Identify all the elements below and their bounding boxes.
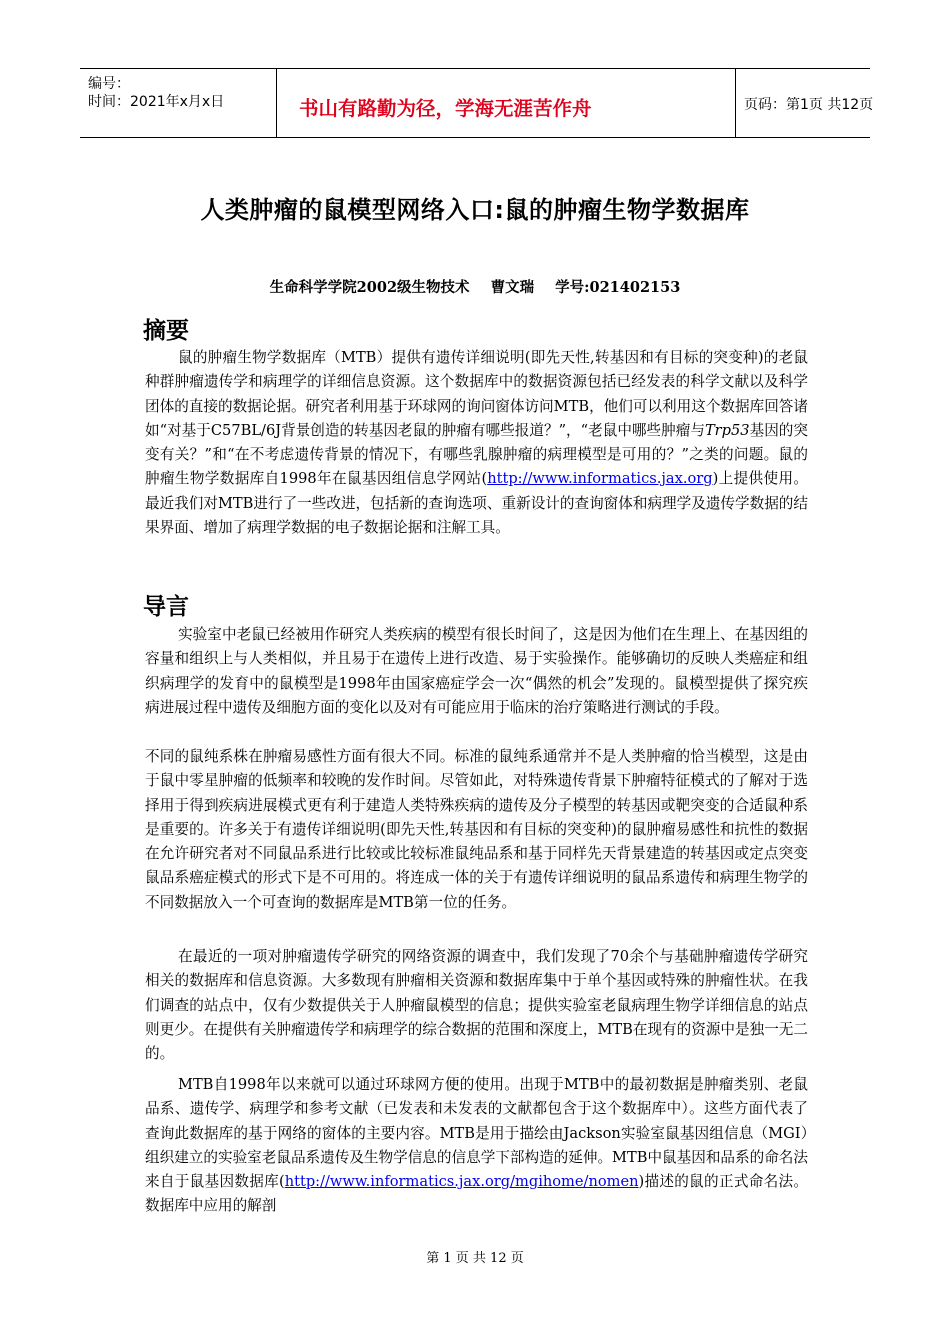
page-label: 页码：第1页 共12页 [744, 97, 874, 113]
intro-paragraph-1: 实验室中老鼠已经被用作研究人类疾病的模型有很长时间了，这是因为他们在生理上、在基因组的容量和组织上与人类相似，并且易于在遗传上进行改造、易于实验操作。能够确切的反映人类癌症和组织病理学的发育中的鼠模型是1998年由国家癌症学会一次“偶然的机会”发现的。鼠模型提供了探究疾病进展过程中遗传及细胞方面的变化以及对有可能应用于临床的治疗策略进行测试的手段。 [145, 626, 808, 716]
intro-paragraph-4 [145, 1073, 808, 1219]
intro-paragraph-2: 不同的鼠纯系株在肿瘤易感性方面有很大不同。标准的鼠纯系通常并不是人类肿瘤的恰当模型，这是由于鼠中零星肿瘤的低频率和较晚的发作时间。尽管如此，对特殊遗传背景下肿瘤特征模式的了解对于选择用于得到疾病进展模式更有利于建造人类特殊疾病的遗传及分子模型的转基因或靶突变的合适鼠种系是重要的。许多关于有遗传详细说明(即先天性,转基因和有目标的突变种)的鼠肿瘤易感性和抗性的数据在允许研究者对不同鼠品系进行比较或比较标准鼠纯品系和基于同样先天背景建造的转基因或定点突变鼠品系癌症模式的形式下是不可用的。将连成一体的关于有遗传详细说明的鼠品系遗传和病理生物学的不同数据放入一个可查询的数据库是MTB第一位的任务。 [145, 748, 808, 911]
motto: 书山有路勤为径，学海无涯苦作舟 [299, 97, 592, 120]
header-info-cell [80, 69, 277, 137]
abstract-text-3: )上提供使用。最近我们对MTB进行了一些改进，包括新的查询选项、重新设计的查询窗体和病理学及遗传学数据的结果界面、增加了病理学数据的电子数据论据和注解工具。 [145, 470, 808, 537]
author-id: 学号:021402153 [555, 279, 681, 296]
intro-paragraph-3: 在最近的一项对肿瘤遗传学研究的网络资源的调查中，我们发现了70余个与基础肿瘤遗传学研究相关的数据库和信息资源。大多数现有肿瘤相关资源和数据库集中于单个基因或特殊的肿瘤性状。在我们调查的站点中，仅有少数提供关于人肿瘤鼠模型的信息；提供实验室老鼠病理生物学详细信息的站点则更少。在提供有关肿瘤遗传学和病理学的综合数据的范围和深度上，MTB在现有的资源中是独一无二的。 [145, 948, 808, 1063]
code-label: 编号： [88, 76, 130, 92]
header-page-cell [736, 69, 874, 137]
gene-name: Trp53 [704, 421, 750, 439]
abstract-paragraph [145, 346, 808, 540]
header-motto-cell [277, 69, 736, 137]
nomenclature-link[interactable]: http://www.informatics.jax.org/mgihome/nomen [284, 1173, 639, 1191]
author-dept: 生命科学学院2002级生物技术 [269, 279, 470, 296]
page-footer: 第 1 页 共 12 页 [426, 1251, 524, 1266]
abstract-text-2: 基因的突变有关？”和“在不考虑遗传背景的情况下，有哪些乳腺肿瘤的病理模型是可用的？”之类的问题。鼠的肿瘤生物学数据库自1998年在鼠基因组信息学网站( [145, 421, 808, 488]
informatics-link[interactable]: http://www.informatics.jax.org [487, 470, 713, 488]
intro-text-4a: MTB自1998年以来就可以通过环球网方便的使用。出现于MTB中的最初数据是肿瘤类别、老鼠品系、遗传学、病理学和参考文献（已发表和未发表的文献都包含于这个数据库中）。这些方面代表了查询此数据库的基于网络的窗体的主要内容。MTB是用于描绘由Jackson实验室鼠基因组信息（MGI）组织建立的实验室老鼠品系遗传及生物学信息的信息学下部构造的延伸。MTB中鼠基因和品系的命名法来自于鼠基因数据库( [145, 1076, 808, 1191]
header-table [80, 68, 874, 138]
document-title: 人类肿瘤的鼠模型网络入口:鼠的肿瘤生物学数据库 [200, 196, 750, 224]
author-name: 曹文瑞 [490, 279, 535, 296]
abstract-heading: 摘要 [143, 318, 189, 344]
date-label: 时间：2021年x月x日 [88, 94, 225, 110]
abstract-text-1: 鼠的肿瘤生物学数据库（MTB）提供有遗传详细说明(即先天性,转基因和有目标的突变种)的老鼠种群肿瘤遗传学和病理学的详细信息资源。这个数据库中的数据资源包括已经发表的科学文献以及科学团体的直接的数据论据。研究者利用基于环球网的询问窗体访问MTB，他们可以利用这个数据库回答诸如“对基于C57BL/6J背景创造的转基因老鼠的肿瘤有哪些报道？”，“老鼠中哪些肿瘤与 [145, 349, 808, 439]
author-line [0, 276, 950, 297]
intro-heading: 导言 [143, 594, 189, 620]
intro-text-4b: )描述的鼠的正式命名法。数据库中应用的解剖 [145, 1173, 808, 1215]
